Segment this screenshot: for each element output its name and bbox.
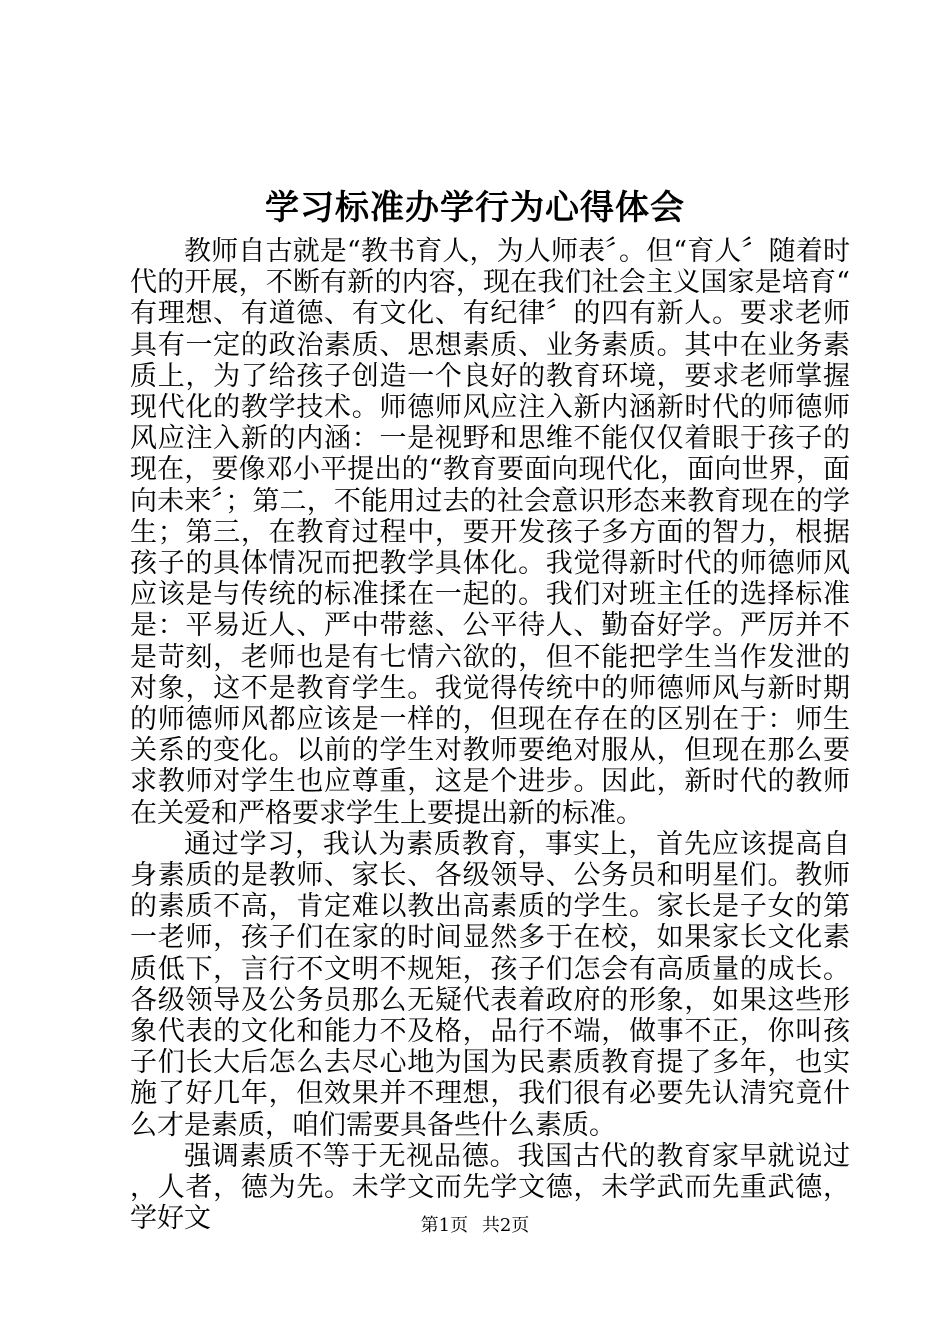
paragraph: 通过学习，我认为素质教育，事实上，首先应该提高自身素质的是教师、家长、各级领导、公务员和明星们。教师的素质不高，肯定难以教出高素质的学生。家长是子女的第一老师，孩子们在家的时间显然多于在校，如果家长文化素质低下，言行不文明不规矩，孩子们怎会有高质量的成长。各级领导及公务员那么无疑代表着政府的形象，如果这些形象代表的文化和能力不及格，品行不端，做事不正，你叫孩子们长大后怎么去尽心地为国为民素质教育提了多年，也实施了好几年，但效果并不理想，我们很有必要先认清究竟什么才是素质，咱们需要具备些什么素质。 <box>130 828 850 1141</box>
page-number-current: 第1页 <box>420 1215 469 1236</box>
paragraph: 强调素质不等于无视品德。我国古代的教育家早就说过，人者，德为先。未学文而先学文德，未学武而先重武德，学好文 <box>130 1140 850 1235</box>
paragraph: 教师自古就是“教书育人，为人师表〞。但“育人〞随着时代的开展，不断有新的内容，现在我们社会主义国家是培育“有理想、有道德、有文化、有纪律〞的四有新人。要求老师具有一定的政治素质、思想素质、业务素质。其中在业务素质上，为了给孩子创造一个良好的教育环境，要求老师掌握现代化的教学技术。师德师风应注入新内涵新时代的师德师风应注入新的内涵：一是视野和思维不能仅仅着眼于孩子的现在，要像邓小平提出的“教育要面向现代化，面向世界，面向未来〞；第二，不能用过去的社会意识形态来教育现在的学生；第三，在教育过程中，要开发孩子多方面的智力，根据孩子的具体情况而把教学具体化。我觉得新时代的师德师风应该是与传统的标准揉在一起的。我们对班主任的选择标准是：平易近人、严中带慈、公平待人、勤奋好学。严厉并不是苛刻，老师也是有七情六欲的，但不能把学生当作发泄的对象，这不是教育学生。我觉得传统中的师德师风与新时期的师德师风都应该是一样的，但现在存在的区别在于：师生关系的变化。以前的学生对教师要绝对服从，但现在那么要求教师对学生也应尊重，这是个进步。因此，新时代的教师在关爱和严格要求学生上要提出新的标准。 <box>130 236 850 829</box>
page-footer <box>0 1213 950 1239</box>
page-number-total: 共2页 <box>481 1215 530 1236</box>
document-body <box>130 236 850 1235</box>
page-title: 学习标准办学行为心得体会 <box>265 188 685 228</box>
